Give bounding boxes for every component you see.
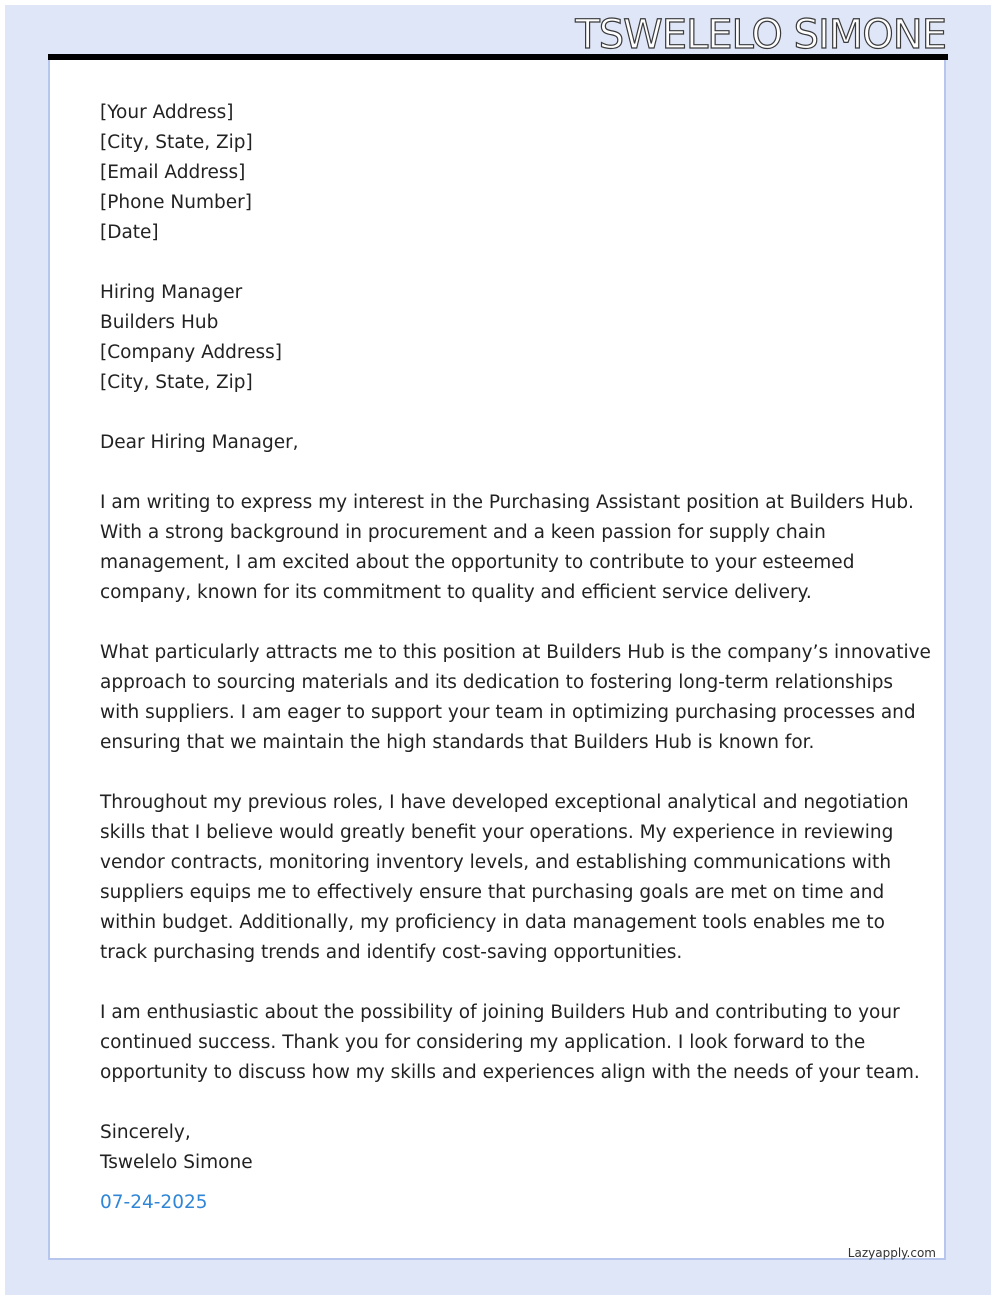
sender-email: [Email Address] <box>100 162 246 183</box>
paragraph-line: with suppliers. I am eager to support your team in optimizing purchasing processes and <box>100 702 916 723</box>
paragraph-3 <box>100 788 909 968</box>
recipient-address: [Company Address] <box>100 342 283 363</box>
closing-block <box>100 1118 900 1178</box>
sender-block <box>100 98 900 248</box>
footer-brand[interactable]: Lazyapply.com <box>847 1246 936 1260</box>
sender-date: [Date] <box>100 222 159 243</box>
recipient-company: Builders Hub <box>100 312 219 333</box>
paragraph-2 <box>100 638 931 758</box>
paragraph-1 <box>100 488 914 608</box>
paragraph-line: track purchasing trends and identify cost-saving opportunities. <box>100 942 683 963</box>
paragraph-line: I am writing to express my interest in the Purchasing Assistant position at Builders Hub. <box>100 492 914 513</box>
recipient-block <box>100 278 900 398</box>
paragraph-line: ensuring that we maintain the high standards that Builders Hub is known for. <box>100 732 815 753</box>
paragraph-line: vendor contracts, monitoring inventory levels, and establishing communications with <box>100 852 892 873</box>
header-name: TSWELELO SIMONE <box>575 12 946 58</box>
signature-name: Tswelelo Simone <box>100 1152 253 1173</box>
paragraph-line: What particularly attracts me to this position at Builders Hub is the company’s innovative <box>100 642 931 663</box>
closing-date: 07-24-2025 <box>100 1192 208 1213</box>
paragraph-line: I am enthusiastic about the possibility of joining Builders Hub and contributing to your <box>100 1002 900 1023</box>
valediction: Sincerely, <box>100 1122 191 1143</box>
paragraph-line: approach to sourcing materials and its dedication to fostering long-term relationships <box>100 672 894 693</box>
paragraph-line: With a strong background in procurement and a keen passion for supply chain <box>100 522 826 543</box>
paragraph-line: management, I am excited about the opportunity to contribute to your esteemed <box>100 552 855 573</box>
paragraph-line: continued success. Thank you for considering my application. I look forward to the <box>100 1032 866 1053</box>
letter-body <box>100 98 931 1178</box>
paragraph-line: Throughout my previous roles, I have developed exceptional analytical and negotiation <box>100 792 909 813</box>
paragraph-line: within budget. Additionally, my proficiency in data management tools enables me to <box>100 912 885 933</box>
salutation: Dear Hiring Manager, <box>100 432 299 453</box>
sender-city-state-zip: [City, State, Zip] <box>100 132 253 153</box>
paragraph-line: opportunity to discuss how my skills and experiences align with the needs of your team. <box>100 1062 920 1083</box>
paragraph-4 <box>100 998 920 1088</box>
recipient-city-state-zip: [City, State, Zip] <box>100 372 253 393</box>
paragraph-line: suppliers equips me to effectively ensure that purchasing goals are met on time and <box>100 882 885 903</box>
paragraph-line: skills that I believe would greatly benefit your operations. My experience in reviewing <box>100 822 894 843</box>
recipient-title: Hiring Manager <box>100 282 243 303</box>
sender-address: [Your Address] <box>100 102 234 123</box>
paragraph-line: company, known for its commitment to quality and efficient service delivery. <box>100 582 812 603</box>
sender-phone: [Phone Number] <box>100 192 252 213</box>
